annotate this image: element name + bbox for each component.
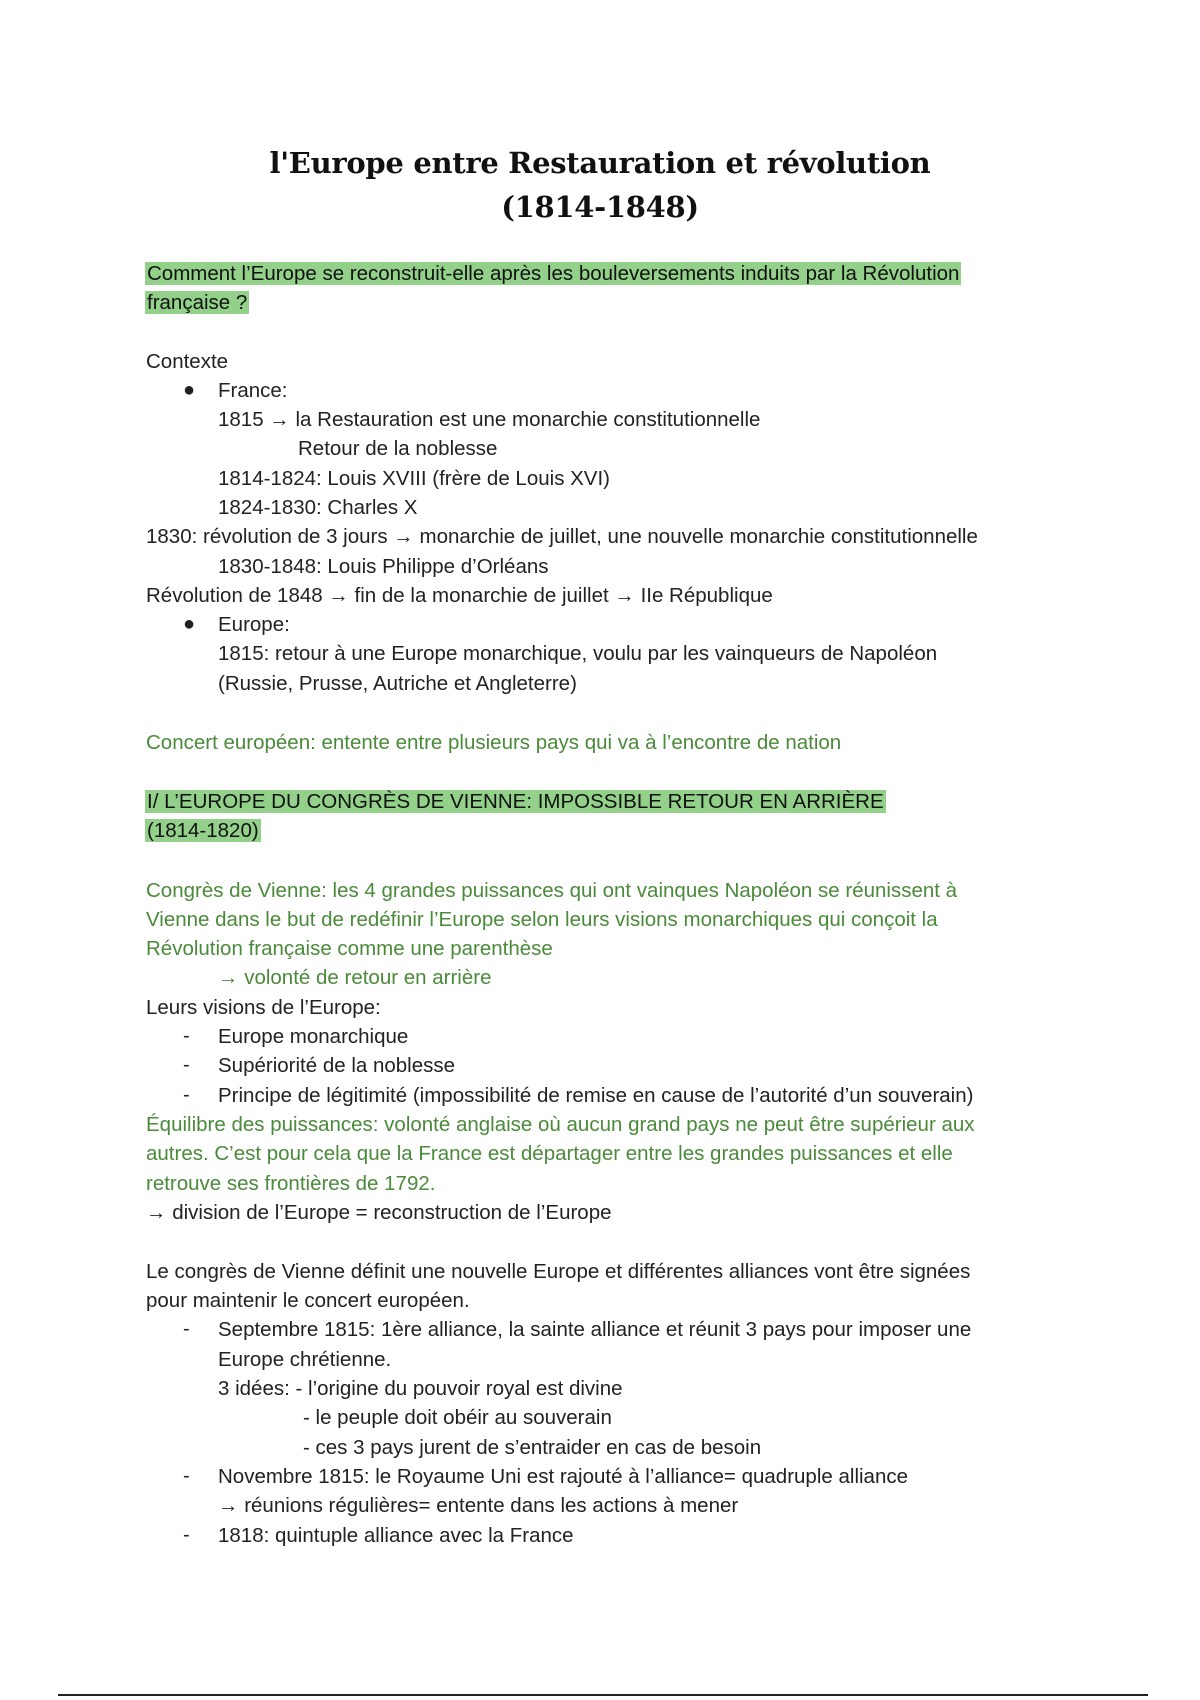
congres-paragraph-line: pour maintenir le concert européen. [146,1289,470,1312]
context-france-line: 1815 → la Restauration est une monarchie constitutionnelle [218,408,761,431]
question-line-1: Comment l’Europe se reconstruit-elle après les bouleversements induits par la Révolution [147,262,960,285]
section-heading-line-1: I/ L’EUROPE DU CONGRÈS DE VIENNE: IMPOSSIBLE RETOUR EN ARRIÈRE [147,790,884,813]
vision-item: Principe de légitimité (impossibilité de remise en cause de l’autorité d’un souverain) [218,1084,974,1107]
congres-arrow-line: → volonté de retour en arrière [218,966,492,989]
vision-item: Supériorité de la noblesse [218,1054,456,1077]
equilibre-definition-line: autres. C’est pour cela que la France est départager entre les grandes puissances et elle [146,1142,953,1165]
alliance-1818: 1818: quintuple alliance avec la France [218,1524,574,1547]
dash-bullet: - [183,1465,190,1487]
dash-bullet: - [183,1318,190,1340]
question-line-2: française ? [147,291,248,314]
section-heading-line-2: (1814-1820) [147,819,259,842]
context-france-label: France: [218,379,288,402]
idea-item: - le peuple doit obéir au souverain [303,1406,612,1429]
idea-item: - ces 3 pays jurent de s’entraider en cas de besoin [303,1436,762,1459]
page-title-dates: (1814-1848) [501,190,699,224]
visions-label: Leurs visions de l’Europe: [146,996,381,1019]
ideas-label: 3 idées: - l’origine du pouvoir royal est divine [218,1377,623,1400]
congres-paragraph-line: Le congrès de Vienne définit une nouvelle Europe et différentes alliances vont être signées [146,1260,971,1283]
dash-bullet: - [183,1524,190,1546]
context-1848-line: Révolution de 1848 → fin de la monarchie de juillet → IIe République [146,584,773,607]
dash-bullet: - [183,1084,190,1106]
bullet-icon: ● [183,379,196,401]
dash-bullet: - [183,1025,190,1047]
page-bottom-divider [58,1694,1148,1696]
congres-definition-line: Révolution française comme une parenthèse [146,937,553,960]
context-europe-label: Europe: [218,613,290,636]
context-france-line: 1824-1830: Charles X [218,496,418,519]
context-france-line: 1814-1824: Louis XVIII (frère de Louis XVI) [218,467,611,490]
vision-item: Europe monarchique [218,1025,409,1048]
dash-bullet: - [183,1054,190,1076]
concert-definition: Concert européen: entente entre plusieurs pays qui va à l’encontre de nation [146,731,842,754]
congres-definition-line: Vienne dans le but de redéfinir l’Europe selon leurs visions monarchiques qui conçoit la [146,908,938,931]
context-heading: Contexte [146,350,229,373]
equilibre-definition-line: Équilibre des puissances: volonté anglaise où aucun grand pays ne peut être supérieur aux [146,1113,975,1136]
page-title: l'Europe entre Restauration et révolution [269,146,931,180]
context-europe-line: (Russie, Prusse, Autriche et Angleterre) [218,672,577,695]
alliance-sept-1815-cont: Europe chrétienne. [218,1348,392,1371]
alliance-sept-1815: Septembre 1815: 1ère alliance, la sainte alliance et réunit 3 pays pour imposer une [218,1318,972,1341]
alliance-nov-1815-arrow: → réunions régulières= entente dans les actions à mener [218,1494,739,1517]
equilibre-definition-line: retrouve ses frontières de 1792. [146,1172,436,1195]
context-1830-1848-line: 1830-1848: Louis Philippe d’Orléans [218,555,549,578]
context-europe-line: 1815: retour à une Europe monarchique, voulu par les vainqueurs de Napoléon [218,642,938,665]
bullet-icon: ● [183,613,196,635]
context-1830-line: 1830: révolution de 3 jours → monarchie de juillet, une nouvelle monarchie constitutionnelle [146,525,978,548]
context-france-line: Retour de la noblesse [298,437,498,460]
alliance-nov-1815: Novembre 1815: le Royaume Uni est rajouté à l’alliance= quadruple alliance [218,1465,909,1488]
division-line: → division de l’Europe = reconstruction de l’Europe [146,1201,612,1224]
congres-definition-line: Congrès de Vienne: les 4 grandes puissances qui ont vainques Napoléon se réunissent à [146,879,958,902]
